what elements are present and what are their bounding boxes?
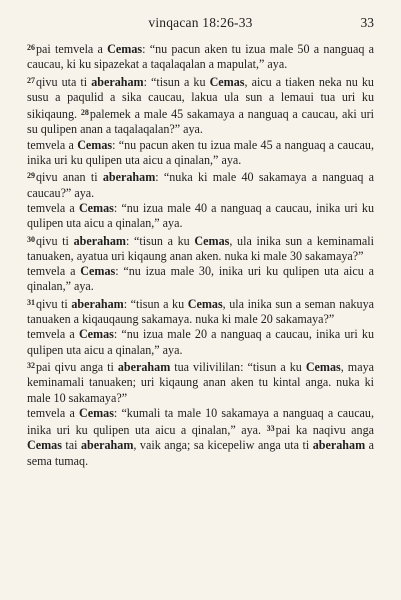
text-run: , ula inika sun a keminamali tanuaken, ayatua uri kiqaung anan aken. nuka ki male 30 sakamaya?” [27, 233, 374, 263]
verse-number: 28 [80, 108, 89, 118]
text-run: : “tisun a ku [125, 233, 195, 248]
verse-number: 31 [27, 297, 35, 307]
chapter-reference: vinqacan 18:26-33 [148, 15, 253, 30]
verse-number: 27 [27, 75, 35, 85]
name-bold: Cemas [78, 200, 114, 215]
name-bold: Cemas [305, 359, 341, 374]
paragraph [27, 73, 374, 138]
page-number: 33 [360, 15, 374, 30]
verse-number: 26 [27, 43, 35, 52]
name-bold: aberaham [71, 296, 124, 311]
paragraph [27, 168, 374, 201]
text-run: temvela a [27, 200, 79, 215]
name-bold: Cemas [187, 296, 223, 311]
text-run: : “nu izua male 30, inika uri ku qulipen uta aicu a qinalan,” aya. [27, 264, 374, 294]
text-run: temvela a [27, 327, 79, 342]
text-run: tua vilivililan: “tisun a ku [170, 359, 306, 374]
text-run: : “kumali ta male 10 sakamaya a nanguaq a caucau, inika uri ku qulipen uta aicu a qinalan,” aya. [27, 405, 374, 438]
text-run: , maya keminamali tanuaken; uri kiqaung anan aken tu kintal anga. nuka ki male 10 sakamaya?” [27, 359, 374, 405]
name-bold: Cemas [209, 74, 245, 89]
text-run: temvela a [27, 405, 79, 420]
verse-number: 29 [27, 171, 35, 181]
paragraph [27, 406, 374, 469]
text-run: a sema tumaq. [27, 438, 374, 468]
body-text [27, 40, 374, 469]
paragraph [27, 295, 374, 328]
verse-number: 32 [27, 360, 35, 370]
text-run: tai [61, 438, 81, 453]
text-run: : “tisun a ku [143, 74, 210, 89]
name-bold: aberaham [81, 438, 134, 453]
name-bold: Cemas [27, 438, 62, 453]
paragraph [27, 138, 374, 169]
name-bold: Cemas [80, 264, 116, 279]
name-bold: Cemas [78, 405, 114, 420]
paragraph [27, 201, 374, 232]
running-head [27, 0, 374, 40]
text-run: pai qivu anga ti [36, 359, 118, 374]
text-run: qivu uta ti [36, 74, 92, 89]
name-bold: aberaham [102, 170, 156, 185]
text-run: temvela a [27, 137, 78, 152]
text-run: qivu ti [36, 233, 74, 248]
paragraph [27, 358, 374, 406]
text-run: : “nu izua male 40 a nanguaq a caucau, inika uri ku qulipen uta aicu a qinalan,” aya. [27, 200, 374, 231]
text-run: qivu ti [36, 296, 72, 311]
name-bold: aberaham [117, 359, 171, 374]
text-run: , vaik anga; sa kicepeliw anga uta ti [133, 438, 313, 453]
text-run: : “nuka ki male 40 sakamaya a nanguaq a caucau?” aya. [27, 170, 375, 200]
text-run: : “nu pacun aken tu izua male 45 a nanguaq a caucau, inika uri ku qulipen uta aicu a qinalan,” aya. [27, 137, 374, 168]
text-run: temvela a [27, 264, 81, 279]
text-run: , aicu a tiaken neka nu ku susu a paqulid a sika caucau, lakua ula sun a lemaui tua uri ku sikiqaung. [27, 74, 374, 122]
paragraph [27, 40, 374, 73]
paragraph [27, 264, 374, 295]
name-bold: Cemas [77, 137, 113, 152]
text-run: qivu anan ti [36, 170, 103, 185]
text-run: palemek a male 45 sakamaya a nanguaq a caucau, aki uri su qulipen anan a taqalaqalan?” aya. [27, 107, 375, 137]
name-bold: aberaham [73, 233, 126, 248]
verse-number: 30 [27, 234, 35, 244]
text-run: : “tisun a ku [123, 296, 188, 311]
text-run: : “nu pacun aken tu izua male 50 a nanguaq a caucau, ki ku sipazekat a taqalaqalan a mapulat,” aya. [27, 42, 374, 72]
text-run: pai ka naqivu anga [275, 423, 374, 438]
paragraph [27, 327, 374, 358]
paragraph [27, 232, 374, 265]
text-run: pai temvela a [36, 42, 108, 56]
name-bold: Cemas [107, 42, 143, 56]
name-bold: aberaham [91, 74, 144, 89]
verse-number: 33 [266, 424, 275, 434]
text-run: , ula inika sun a seman nakuya tanuaken a kiqauqaung sakamaya. nuka ki male 20 sakamaya?” [27, 296, 374, 327]
name-bold: Cemas [194, 233, 230, 248]
text-run: : “nu izua male 20 a nanguaq a caucau, inika uri ku qulipen uta aicu a qinalan,” aya. [27, 327, 374, 357]
name-bold: Cemas [78, 327, 114, 342]
name-bold: aberaham [312, 438, 366, 453]
